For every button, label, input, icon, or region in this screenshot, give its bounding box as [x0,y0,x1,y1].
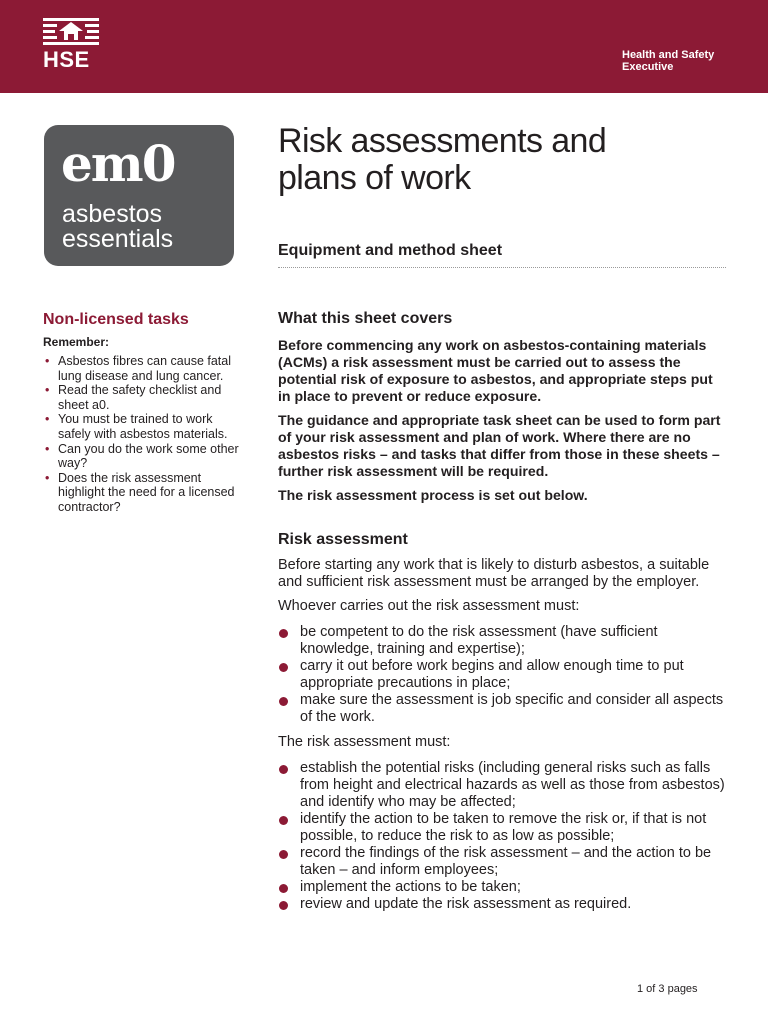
sidebar-title: Non-licensed tasks [43,311,189,328]
covers-paragraph: The guidance and appropriate task sheet can be used to form part of your risk assessment and plan of work. Where there are no asbestos risks – and tasks that differ from those in these sheets – further risk assessment will be required. [278,412,721,479]
carrier-list [278,624,728,726]
list-item: • Asbestos fibres can cause fatal lung disease and lung cancer. [43,354,243,383]
list-item: be competent to do the risk assessment (have sufficient knowledge, training and expertise); [278,624,728,658]
header-banner [0,0,768,93]
list-item: make sure the assessment is job specific and consider all aspects of the work. [278,692,728,726]
page-number: 1 of 3 pages [637,983,698,995]
list-item: carry it out before work begins and allow enough time to put appropriate precautions in place; [278,658,728,692]
risk-intro: Before starting any work that is likely to disturb asbestos, a suitable and sufficient risk assessment must be arranged by the employer. [278,557,710,590]
must-list [278,760,728,913]
series-name-line2: essentials [62,225,174,253]
list-item: identify the action to be taken to remove the risk or, if that is not possible, to reduce the risk to as low as possible; [278,811,728,845]
crown-crest-icon [43,18,99,48]
covers-paragraph: Before commencing any work on asbestos-containing materials (ACMs) a risk assessment must be carried out to assess the potential risk of exposure to asbestos, and appropriate steps put in place to prevent or reduce exposure. [278,337,713,404]
page-title-line2: plans of work [278,159,471,197]
covers-heading: What this sheet covers [278,310,453,327]
page-title [278,123,728,197]
organisation-name-line1: Health and Safety [622,49,715,61]
sheet-code: em0 [61,134,175,193]
risk-section [278,530,728,920]
list-item: • Can you do the work some other way? [43,442,243,471]
logo-text: HSE [43,47,90,72]
risk-heading: Risk assessment [278,531,408,548]
series-name-line1: asbestos [62,200,163,228]
series-badge [44,125,234,266]
list-item: establish the potential risks (including general risks such as falls from height and electrical hazards as well as those from asbestos) and identify who may be affected; [278,760,728,811]
hse-logo [43,18,100,71]
must-lead: The risk assessment must: [278,734,451,750]
sidebar [43,308,243,515]
list-item: implement the actions to be taken; [278,879,728,896]
list-item: • Does the risk assessment highlight the need for a licensed contractor? [43,471,243,515]
main-content [278,122,728,912]
list-item: • You must be trained to work safely with asbestos materials. [43,412,243,441]
organisation-name [622,49,752,73]
list-item: record the findings of the risk assessment – and the action to be taken – and inform employees; [278,845,728,879]
sheet-type: Equipment and method sheet [278,241,726,268]
remember-list [43,354,243,515]
carrier-lead: Whoever carries out the risk assessment must: [278,598,580,614]
organisation-name-line2: Executive [622,61,674,73]
list-item: review and update the risk assessment as required. [278,896,728,913]
list-item: • Read the safety checklist and sheet a0. [43,383,243,412]
page-title-line1: Risk assessments and [278,122,607,160]
remember-label: Remember: [43,335,110,349]
covers-paragraph: The risk assessment process is set out below. [278,487,588,503]
covers-section [278,309,728,511]
